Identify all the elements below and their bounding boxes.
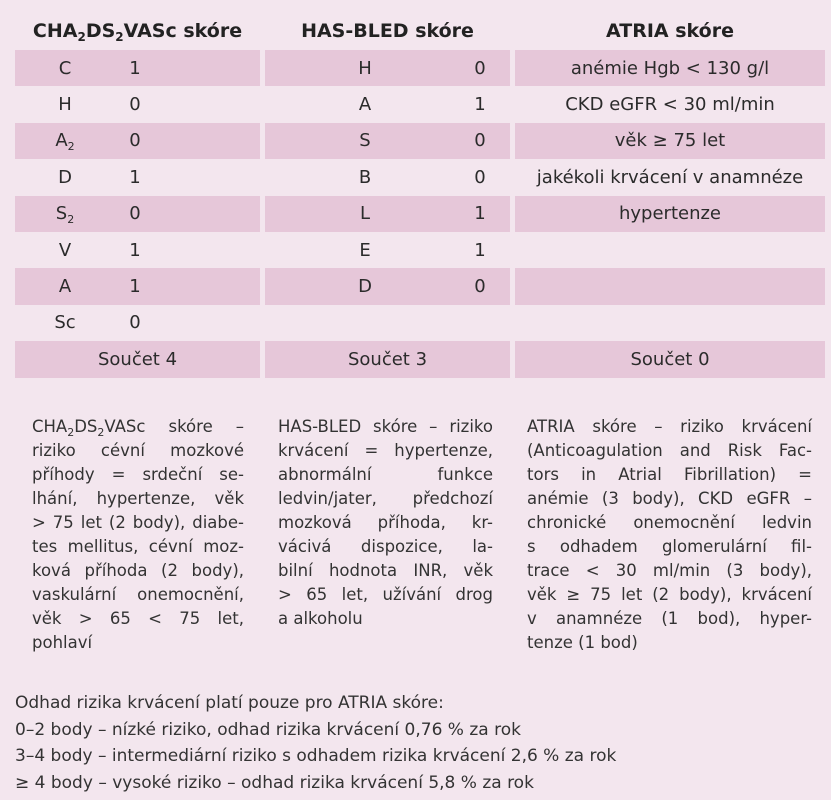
footer-line: ≥ 4 body – vysoké riziko – odhad rizika krvácení 5,8 % za rok xyxy=(15,772,534,793)
score-letter-text: Sc xyxy=(54,312,76,334)
score-letter: D xyxy=(358,276,372,298)
header-atria: ATRIA skóre xyxy=(606,20,734,42)
score-letter: H xyxy=(358,57,372,79)
score-letter xyxy=(15,167,115,188)
score-letter: A xyxy=(358,94,372,116)
score-value: 1 xyxy=(474,203,486,225)
score-value: 0 xyxy=(474,276,486,298)
table-row xyxy=(515,123,825,159)
footer-line: Odhad rizika krvácení platí pouze pro ATRIA skóre: xyxy=(15,693,444,713)
description-line: > 75 let (2 body), diabe- xyxy=(32,513,244,532)
description-line: tes mellitus, cévní moz- xyxy=(32,537,244,556)
score-letter: E xyxy=(359,239,371,261)
atria-criterion: anémie Hgb < 130 g/l xyxy=(570,57,770,79)
table-row xyxy=(15,305,260,341)
score-value: 0 xyxy=(129,94,141,116)
atria-criterion: věk ≥ 75 let xyxy=(614,130,726,152)
total-text: Součet 0 xyxy=(630,348,710,370)
score-letter-text: H xyxy=(58,94,72,116)
table-row xyxy=(515,232,825,268)
table-row xyxy=(265,123,510,159)
score-letter xyxy=(15,240,115,261)
score-letter-text: V xyxy=(58,239,72,261)
description-line: > 65 let, užívání drog xyxy=(278,585,493,604)
table-row xyxy=(265,305,510,341)
description-line: tors in Atrial Fibrillation) = xyxy=(527,465,812,484)
description-line: věk > 65 < 75 let, pohlaví xyxy=(32,609,244,652)
total-text: Součet 4 xyxy=(97,348,178,370)
score-value: 1 xyxy=(474,239,486,261)
text: VASc skóre – xyxy=(104,417,244,436)
score-value: 0 xyxy=(129,130,141,152)
description-line: vácivá dispozice, la- xyxy=(278,537,493,556)
description-line: ledvin/jater, předchozí xyxy=(278,489,493,508)
description-line: mozková příhoda, kr- xyxy=(278,513,493,532)
description-line: lhání, hypertenze, věk xyxy=(32,489,244,508)
total-row xyxy=(265,341,510,377)
description-line: trace < 30 ml/min (3 body), xyxy=(527,561,812,580)
score-value: 0 xyxy=(129,312,141,334)
header-hasbled: HAS-BLED skóre xyxy=(301,20,474,42)
description-line: bilní hodnota INR, věk xyxy=(278,561,493,580)
score-value: 1 xyxy=(129,276,141,298)
score-letter: S xyxy=(359,130,371,152)
score-letter xyxy=(15,58,115,79)
score-letter xyxy=(15,312,115,333)
text: DS xyxy=(74,417,98,436)
header-cha2ds2vasc: $CHA_2DS_2VASc$ skóre xyxy=(32,20,243,44)
description-line: riziko cévní mozkové xyxy=(32,441,244,460)
hasbled-description xyxy=(278,415,493,631)
score-letter-text: D xyxy=(58,166,72,188)
description-line: (Anticoagulation and Risk Fac- xyxy=(527,441,812,460)
description-line: abnormální funkce xyxy=(278,465,493,484)
footer-line: 3–4 body – intermediární riziko s odhadem rizika krvácení 2,6 % za rok xyxy=(15,746,617,766)
score-letter xyxy=(15,94,115,115)
risk-footer xyxy=(15,690,616,796)
score-letter: B xyxy=(358,166,372,188)
table-row xyxy=(15,232,260,268)
description-line: tenze (1 bod) xyxy=(527,633,638,652)
atria-description xyxy=(527,415,812,655)
total-row xyxy=(515,341,825,377)
score-letter xyxy=(15,276,115,297)
cha2ds2vasc-description xyxy=(32,415,244,655)
table-row xyxy=(15,159,260,195)
table-row xyxy=(15,123,260,159)
hasbled-table xyxy=(265,50,510,378)
table-row xyxy=(515,196,825,232)
description-line: a alkoholu xyxy=(278,609,363,628)
description-line: v anamnéze (1 bod), hyper- xyxy=(527,609,812,628)
description-line: chronické onemocnění ledvin xyxy=(527,513,812,532)
description-line: ATRIA skóre – riziko krvácení xyxy=(527,417,812,436)
table-row xyxy=(515,268,825,304)
score-letter-text: C xyxy=(58,57,72,79)
score-value: 0 xyxy=(474,130,486,152)
score-letter-text: A xyxy=(58,276,72,298)
table-row xyxy=(15,196,260,232)
total-row xyxy=(15,341,260,377)
table-row xyxy=(265,159,510,195)
table-row xyxy=(265,232,510,268)
description-line xyxy=(32,415,244,439)
text: CHA xyxy=(32,417,68,436)
score-letter xyxy=(15,203,115,227)
description-line: anémie (3 body), CKD eGFR – xyxy=(527,489,812,508)
table-row xyxy=(515,86,825,122)
total-text: Součet 3 xyxy=(347,348,428,370)
score-value: 0 xyxy=(474,166,486,188)
score-letter-text: S xyxy=(55,203,68,225)
description-line: vaskulární onemocnění, xyxy=(32,585,244,604)
score-letter: L xyxy=(359,203,371,225)
footer-line: 0–2 body – nízké riziko, odhad rizika krvácení 0,76 % za rok xyxy=(15,719,521,740)
score-value: 1 xyxy=(129,166,141,188)
subscript: 2 xyxy=(67,426,75,439)
description-line: ková příhoda (2 body), xyxy=(32,561,244,580)
table-row xyxy=(15,268,260,304)
atria-criterion: jakékoli krvácení v anamnéze xyxy=(536,166,804,188)
table-row xyxy=(15,50,260,86)
score-value: 1 xyxy=(129,239,141,261)
table-row xyxy=(265,268,510,304)
atria-criterion: CKD eGFR < 30 ml/min xyxy=(565,94,775,116)
table-row xyxy=(265,196,510,232)
score-letter-subscript: 2 xyxy=(67,140,75,154)
table-row xyxy=(515,305,825,341)
score-letter xyxy=(15,130,115,154)
atria-table xyxy=(515,50,825,378)
table-row xyxy=(515,159,825,195)
score-value: 0 xyxy=(129,203,141,225)
table-row xyxy=(15,86,260,122)
subscript: 2 xyxy=(97,426,105,439)
description-line: krvácení = hypertenze, xyxy=(278,441,493,460)
atria-criterion: hypertenze xyxy=(618,203,722,225)
score-letter-text: A xyxy=(55,130,68,152)
description-line: věk ≥ 75 let (2 body), krvácení xyxy=(527,585,812,604)
description-line: HAS-BLED skóre – riziko xyxy=(278,417,493,436)
table-row xyxy=(265,86,510,122)
description-line: s odhadem glomerulární fil- xyxy=(527,537,812,556)
score-letter-subscript: 2 xyxy=(67,213,75,227)
table-row xyxy=(515,50,825,86)
cha2ds2vasc-table xyxy=(15,50,260,378)
score-value: 0 xyxy=(474,57,486,79)
description-line: příhody = srdeční se- xyxy=(32,465,244,484)
score-value: 1 xyxy=(474,94,486,116)
table-row xyxy=(265,50,510,86)
score-value: 1 xyxy=(129,57,141,79)
